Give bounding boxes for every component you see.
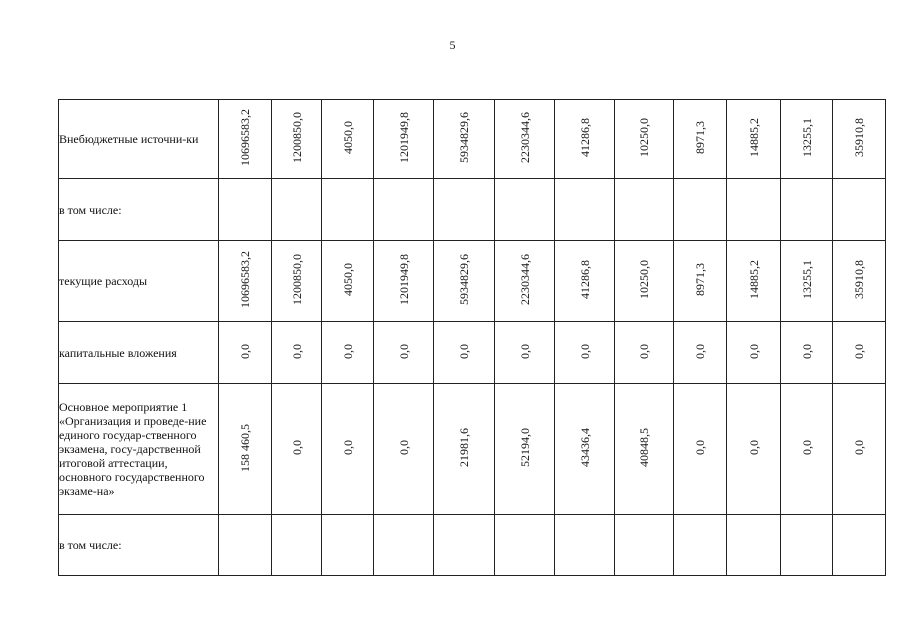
value-cell [495, 179, 555, 241]
row-label: Основное мероприятие 1 «Организация и проведе-ние единого государ-ственного экзамена, госу-дарственной итоговой аттестации, основного государственного экзаме-на» [59, 384, 219, 515]
value-cell [674, 515, 727, 576]
cell-value: 10696583,2 [238, 109, 252, 166]
cell-value: 21981,6 [457, 428, 471, 467]
value-cell [322, 515, 374, 576]
row-label: текущие расходы [59, 241, 219, 322]
cell-value: 43436,4 [577, 428, 592, 467]
value-cell [434, 322, 495, 384]
cell-value: 0,0 [693, 343, 707, 359]
value-cell [272, 384, 322, 515]
cell-value: 0,0 [746, 343, 761, 359]
value-cell [434, 100, 495, 179]
value-cell [555, 179, 615, 241]
value-cell [322, 384, 374, 515]
value-cell [219, 322, 272, 384]
cell-value: 4050,0 [340, 121, 355, 154]
value-cell [833, 241, 886, 322]
cell-value: 0,0 [340, 440, 355, 455]
table-row [59, 241, 886, 322]
value-cell [322, 179, 374, 241]
value-cell [727, 322, 781, 384]
value-cell [374, 241, 434, 322]
value-cell [781, 322, 833, 384]
value-cell [833, 100, 886, 179]
cell-value: 41286,8 [577, 260, 592, 299]
value-cell [219, 100, 272, 179]
cell-value: 14885,2 [746, 260, 761, 299]
value-cell [833, 515, 886, 576]
cell-value: 0,0 [289, 440, 304, 455]
value-cell [374, 515, 434, 576]
value-cell [615, 241, 674, 322]
value-cell [727, 241, 781, 322]
value-cell [833, 384, 886, 515]
value-cell [495, 515, 555, 576]
value-cell [615, 384, 674, 515]
value-cell [615, 100, 674, 179]
value-cell [322, 322, 374, 384]
cell-value: 10250,0 [637, 118, 651, 157]
value-cell [272, 241, 322, 322]
value-cell [374, 179, 434, 241]
value-cell [434, 179, 495, 241]
value-cell [833, 179, 886, 241]
value-cell [674, 322, 727, 384]
value-cell [555, 515, 615, 576]
budget-table [58, 99, 886, 576]
cell-value: 0,0 [637, 343, 651, 359]
value-cell [781, 241, 833, 322]
row-label: капитальные вложения [59, 322, 219, 384]
cell-value: 14885,2 [746, 118, 761, 157]
value-cell [434, 241, 495, 322]
value-cell [781, 515, 833, 576]
value-cell [781, 100, 833, 179]
cell-value: 158 460,5 [238, 423, 252, 472]
value-cell [727, 100, 781, 179]
value-cell [495, 384, 555, 515]
table-row [59, 322, 886, 384]
cell-value: 0,0 [577, 343, 592, 359]
value-cell [495, 100, 555, 179]
table-row [59, 179, 886, 241]
cell-value: 0,0 [238, 343, 252, 359]
value-cell [555, 322, 615, 384]
cell-value: 52194,0 [517, 428, 532, 467]
cell-value: 41286,8 [577, 118, 592, 157]
value-cell [374, 384, 434, 515]
value-cell [555, 241, 615, 322]
value-cell [434, 515, 495, 576]
value-cell [374, 322, 434, 384]
value-cell [219, 179, 272, 241]
table-row [59, 384, 886, 515]
value-cell [781, 179, 833, 241]
cell-value: 2230344,6 [517, 254, 532, 305]
value-cell [555, 100, 615, 179]
cell-value: 5934829,6 [457, 254, 471, 305]
cell-value: 1200850,0 [289, 112, 304, 163]
cell-value: 0,0 [517, 343, 532, 359]
cell-value: 2230344,6 [517, 112, 532, 163]
value-cell [727, 384, 781, 515]
value-cell [674, 384, 727, 515]
value-cell [272, 100, 322, 179]
value-cell [322, 241, 374, 322]
cell-value: 0,0 [289, 343, 304, 359]
value-cell [219, 515, 272, 576]
value-cell [615, 515, 674, 576]
value-cell [434, 384, 495, 515]
row-label: в том числе: [59, 179, 219, 241]
value-cell [555, 384, 615, 515]
value-cell [272, 515, 322, 576]
cell-value: 35910,8 [852, 260, 866, 299]
value-cell [219, 384, 272, 515]
value-cell [727, 179, 781, 241]
row-label: в том числе: [59, 515, 219, 576]
cell-value: 0,0 [340, 343, 355, 359]
cell-value: 40848,5 [637, 428, 651, 467]
table-row [59, 100, 886, 179]
value-cell [374, 100, 434, 179]
cell-value: 0,0 [799, 440, 814, 455]
cell-value: 0,0 [852, 440, 866, 455]
cell-value: 10696583,2 [238, 251, 252, 308]
value-cell [322, 100, 374, 179]
value-cell [272, 179, 322, 241]
value-cell [219, 241, 272, 322]
cell-value: 0,0 [396, 343, 411, 359]
cell-value: 10250,0 [637, 260, 651, 299]
value-cell [495, 322, 555, 384]
cell-value: 0,0 [799, 343, 814, 359]
value-cell [272, 322, 322, 384]
cell-value: 1201949,8 [396, 254, 411, 305]
value-cell [727, 515, 781, 576]
cell-value: 35910,8 [852, 118, 866, 157]
value-cell [833, 322, 886, 384]
cell-value: 8971,3 [693, 263, 707, 296]
cell-value: 0,0 [852, 343, 866, 359]
value-cell [674, 100, 727, 179]
cell-value: 5934829,6 [457, 112, 471, 163]
value-cell [615, 179, 674, 241]
value-cell [674, 241, 727, 322]
cell-value: 1200850,0 [289, 254, 304, 305]
cell-value: 1201949,8 [396, 112, 411, 163]
cell-value: 8971,3 [693, 121, 707, 154]
cell-value: 0,0 [457, 343, 471, 359]
cell-value: 4050,0 [340, 263, 355, 296]
table-body [59, 100, 886, 576]
cell-value: 0,0 [396, 440, 411, 455]
value-cell [495, 241, 555, 322]
value-cell [615, 322, 674, 384]
cell-value: 13255,1 [799, 118, 814, 157]
cell-value: 13255,1 [799, 260, 814, 299]
table-row [59, 515, 886, 576]
cell-value: 0,0 [746, 440, 761, 455]
value-cell [674, 179, 727, 241]
page-number: 5 [449, 38, 456, 52]
value-cell [781, 384, 833, 515]
cell-value: 0,0 [693, 440, 707, 455]
row-label: Внебюджетные источни-ки [59, 100, 219, 179]
